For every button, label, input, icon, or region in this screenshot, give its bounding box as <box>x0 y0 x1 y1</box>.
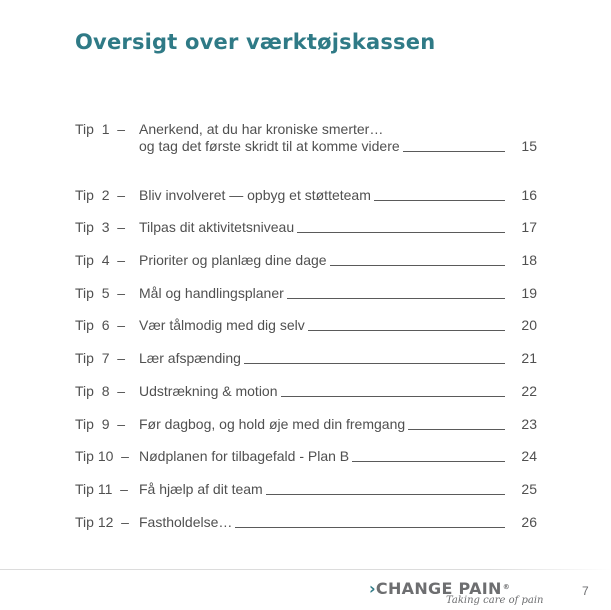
tip-label: Tip 10 – <box>75 448 129 465</box>
change-pain-logo <box>369 580 544 608</box>
page-ref: 19 <box>521 284 537 301</box>
page-ref: 24 <box>521 448 537 465</box>
page-ref: 16 <box>521 186 537 203</box>
tip-title: Mål og handlingsplaner <box>139 284 284 301</box>
dotted-leader <box>308 329 505 331</box>
tip-title-line2: og tag det første skridt til at komme videre <box>139 138 400 154</box>
dotted-leader <box>287 297 505 299</box>
dotted-leader <box>244 362 505 364</box>
tip-title: Tilpas dit aktivitetsniveau <box>139 219 295 236</box>
toc-item-tip-5[interactable] <box>75 269 537 302</box>
tip-label: Tip 8 – <box>75 382 126 399</box>
tip-label: Tip 7 – <box>75 350 126 367</box>
tip-label: Tip 5 – <box>75 284 126 301</box>
toc-item-tip-12[interactable] <box>75 498 537 531</box>
dotted-leader <box>374 199 505 201</box>
logo-text: CHANGE PAIN <box>375 579 502 598</box>
toc-item-tip-7[interactable] <box>75 334 537 367</box>
tip-label: Tip 11 – <box>75 480 128 497</box>
page-ref: 25 <box>521 480 537 497</box>
tip-label: Tip 2 – <box>75 186 126 203</box>
tip-label: Tip 4 – <box>75 252 126 269</box>
tip-title: Prioriter og planlæg dine dage <box>139 252 327 269</box>
dotted-leader <box>297 231 505 233</box>
tip-title: Nødplanen for tilbagefald - Plan B <box>139 448 350 465</box>
dotted-leader <box>408 428 505 430</box>
page-ref: 22 <box>521 382 537 399</box>
toc-item-tip-9[interactable] <box>75 400 537 433</box>
logo-tagline: Taking care of pain <box>446 595 544 606</box>
page-ref: 17 <box>521 219 537 236</box>
page-ref: 23 <box>521 415 537 432</box>
toc-item-tip-10[interactable] <box>75 433 537 466</box>
tip-title: Få hjælp af dit team <box>139 480 263 497</box>
tip-title: Vær tålmodig med dig selv <box>139 317 305 334</box>
tip-title: Lær afspænding <box>139 350 241 367</box>
page-ref: 20 <box>521 317 537 334</box>
dotted-leader <box>281 395 505 397</box>
dotted-leader <box>235 526 505 528</box>
page-ref: 18 <box>521 252 537 269</box>
toc-item-tip-11[interactable] <box>75 465 537 498</box>
page-title: Oversigt over værktøjskassen <box>75 30 436 54</box>
page-ref: 26 <box>521 513 537 530</box>
dotted-leader <box>266 493 505 495</box>
chevron-right-icon: › <box>369 579 376 598</box>
dotted-leader <box>352 460 505 462</box>
toc-item-tip-1[interactable] <box>75 121 537 171</box>
table-of-contents <box>75 121 537 531</box>
dotted-leader <box>403 150 505 152</box>
registered-mark: ® <box>502 583 511 591</box>
tip-title-line1: Anerkend, at du har kroniske smerter… <box>139 121 384 137</box>
tip-label: Tip 6 – <box>75 317 126 334</box>
tip-title: Før dagbog, og hold øje med din fremgang <box>139 415 406 432</box>
tip-title: Fastholdelse… <box>139 513 233 530</box>
tip-label: Tip 12 – <box>75 513 129 530</box>
toc-item-tip-6[interactable] <box>75 302 537 335</box>
tip-label: Tip 1 – <box>75 121 126 137</box>
toc-item-tip-3[interactable] <box>75 204 537 237</box>
toc-item-tip-8[interactable] <box>75 367 537 400</box>
page-ref: 21 <box>521 350 537 367</box>
page-number: 7 <box>582 584 589 598</box>
tip-label: Tip 9 – <box>75 415 126 432</box>
toc-item-tip-2[interactable] <box>75 171 537 204</box>
tip-label: Tip 3 – <box>75 219 126 236</box>
footer-divider <box>0 569 611 570</box>
tip-title: Bliv involveret — opbyg et støtteteam <box>139 186 371 203</box>
toc-item-tip-4[interactable] <box>75 236 537 269</box>
dotted-leader <box>330 264 505 266</box>
page-ref: 15 <box>521 138 537 154</box>
tip-title: Udstrækning & motion <box>139 382 278 399</box>
